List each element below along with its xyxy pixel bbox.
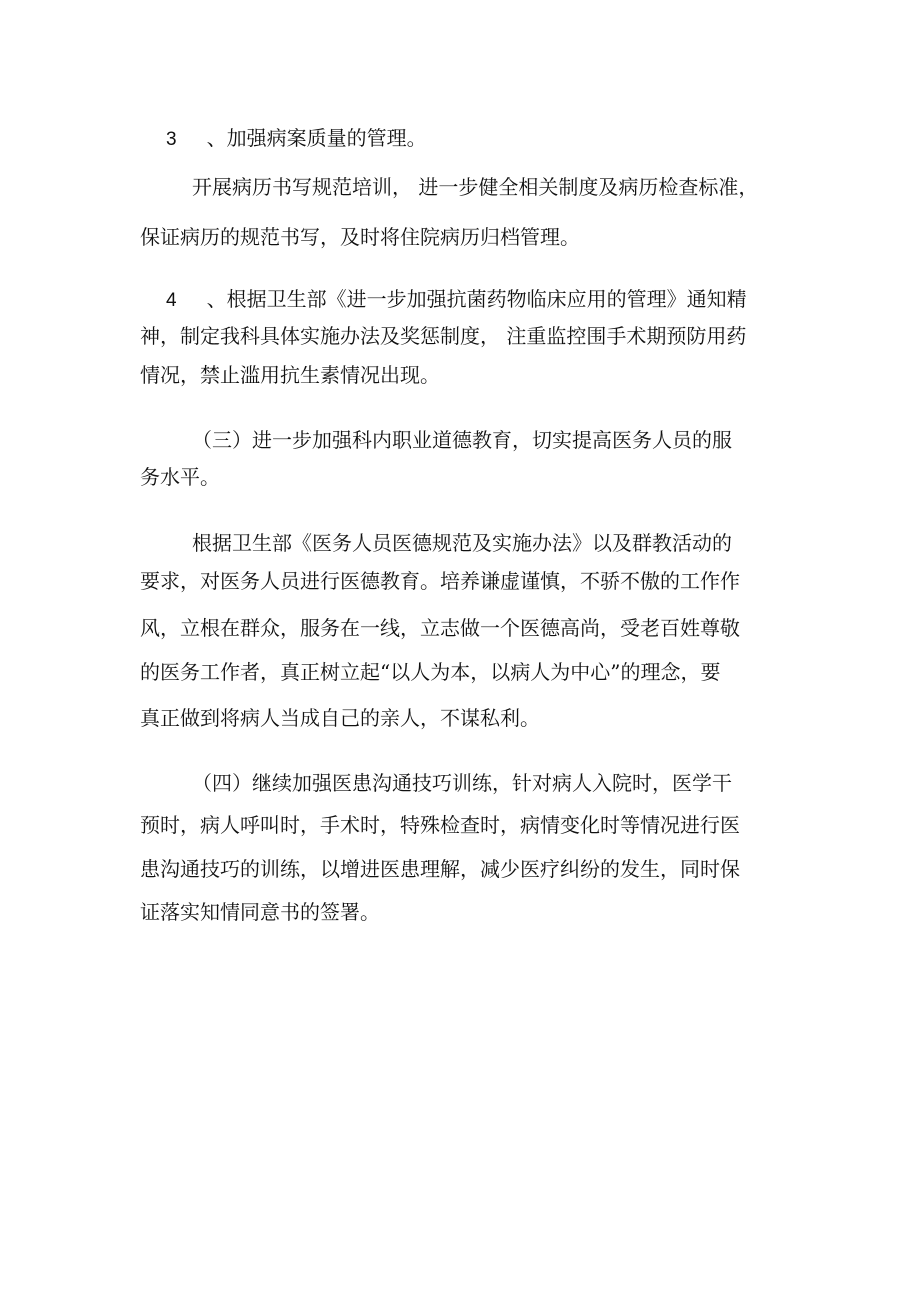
- section-3-paragraph-line-2: 要求，对医务人员进行医德教育。培养谦虚谨慎，不骄不傲的工作作: [140, 569, 740, 593]
- item-3-heading-line: [166, 124, 427, 154]
- item-3-text-line-2: 保证病历的规范书写，及时将住院病历归档管理。: [140, 225, 580, 249]
- item-4-line-2: 神，制定我科具体实施办法及奖惩制度， 注重监控围手术期预防用药: [140, 324, 747, 348]
- section-4-line-4: 证落实知情同意书的签署。: [140, 900, 380, 924]
- item-4-line-3: 情况，禁止滥用抗生素情况出现。: [140, 363, 440, 387]
- item-3-text-line-1: 开展病历书写规范培训， 进一步健全相关制度及病历检查标准，: [192, 175, 759, 199]
- item-4-line-1: [166, 285, 747, 315]
- section-3-heading-line-2: 务水平。: [140, 465, 220, 489]
- item-3-heading: 、加强病案质量的管理。: [206, 126, 427, 150]
- section-4-line-3: 患沟通技巧的训练，以增进医患理解，减少医疗纠纷的发生，同时保: [140, 857, 740, 881]
- section-3-paragraph-line-3: 风，立根在群众，服务在一线，立志做一个医德高尚，受老百姓尊敬: [140, 616, 740, 640]
- section-3-heading-line-1: （三）进一步加强科内职业道德教育，切实提高医务人员的服: [192, 428, 732, 452]
- section-3-paragraph-line-1: 根据卫生部《医务人员医德规范及实施办法》以及群教活动的: [192, 531, 732, 555]
- section-4-line-2: 预时，病人呼叫时，手术时，特殊检查时，病情变化时等情况进行医: [140, 813, 740, 837]
- item-4-number: 4: [166, 290, 177, 311]
- section-4-line-1: （四）继续加强医患沟通技巧训练，针对病人入院时，医学干: [192, 771, 732, 795]
- section-3-paragraph-line-4: 的医务工作者，真正树立起“以人为本，以病人为中心”的理念，要: [140, 660, 721, 684]
- item-3-number: 3: [166, 129, 177, 150]
- section-3-paragraph-line-5: 真正做到将病人当成自己的亲人，不谋私利。: [140, 706, 540, 730]
- item-4-text-1: 、根据卫生部《进一步加强抗菌药物临床应用的管理》通知精: [206, 287, 747, 311]
